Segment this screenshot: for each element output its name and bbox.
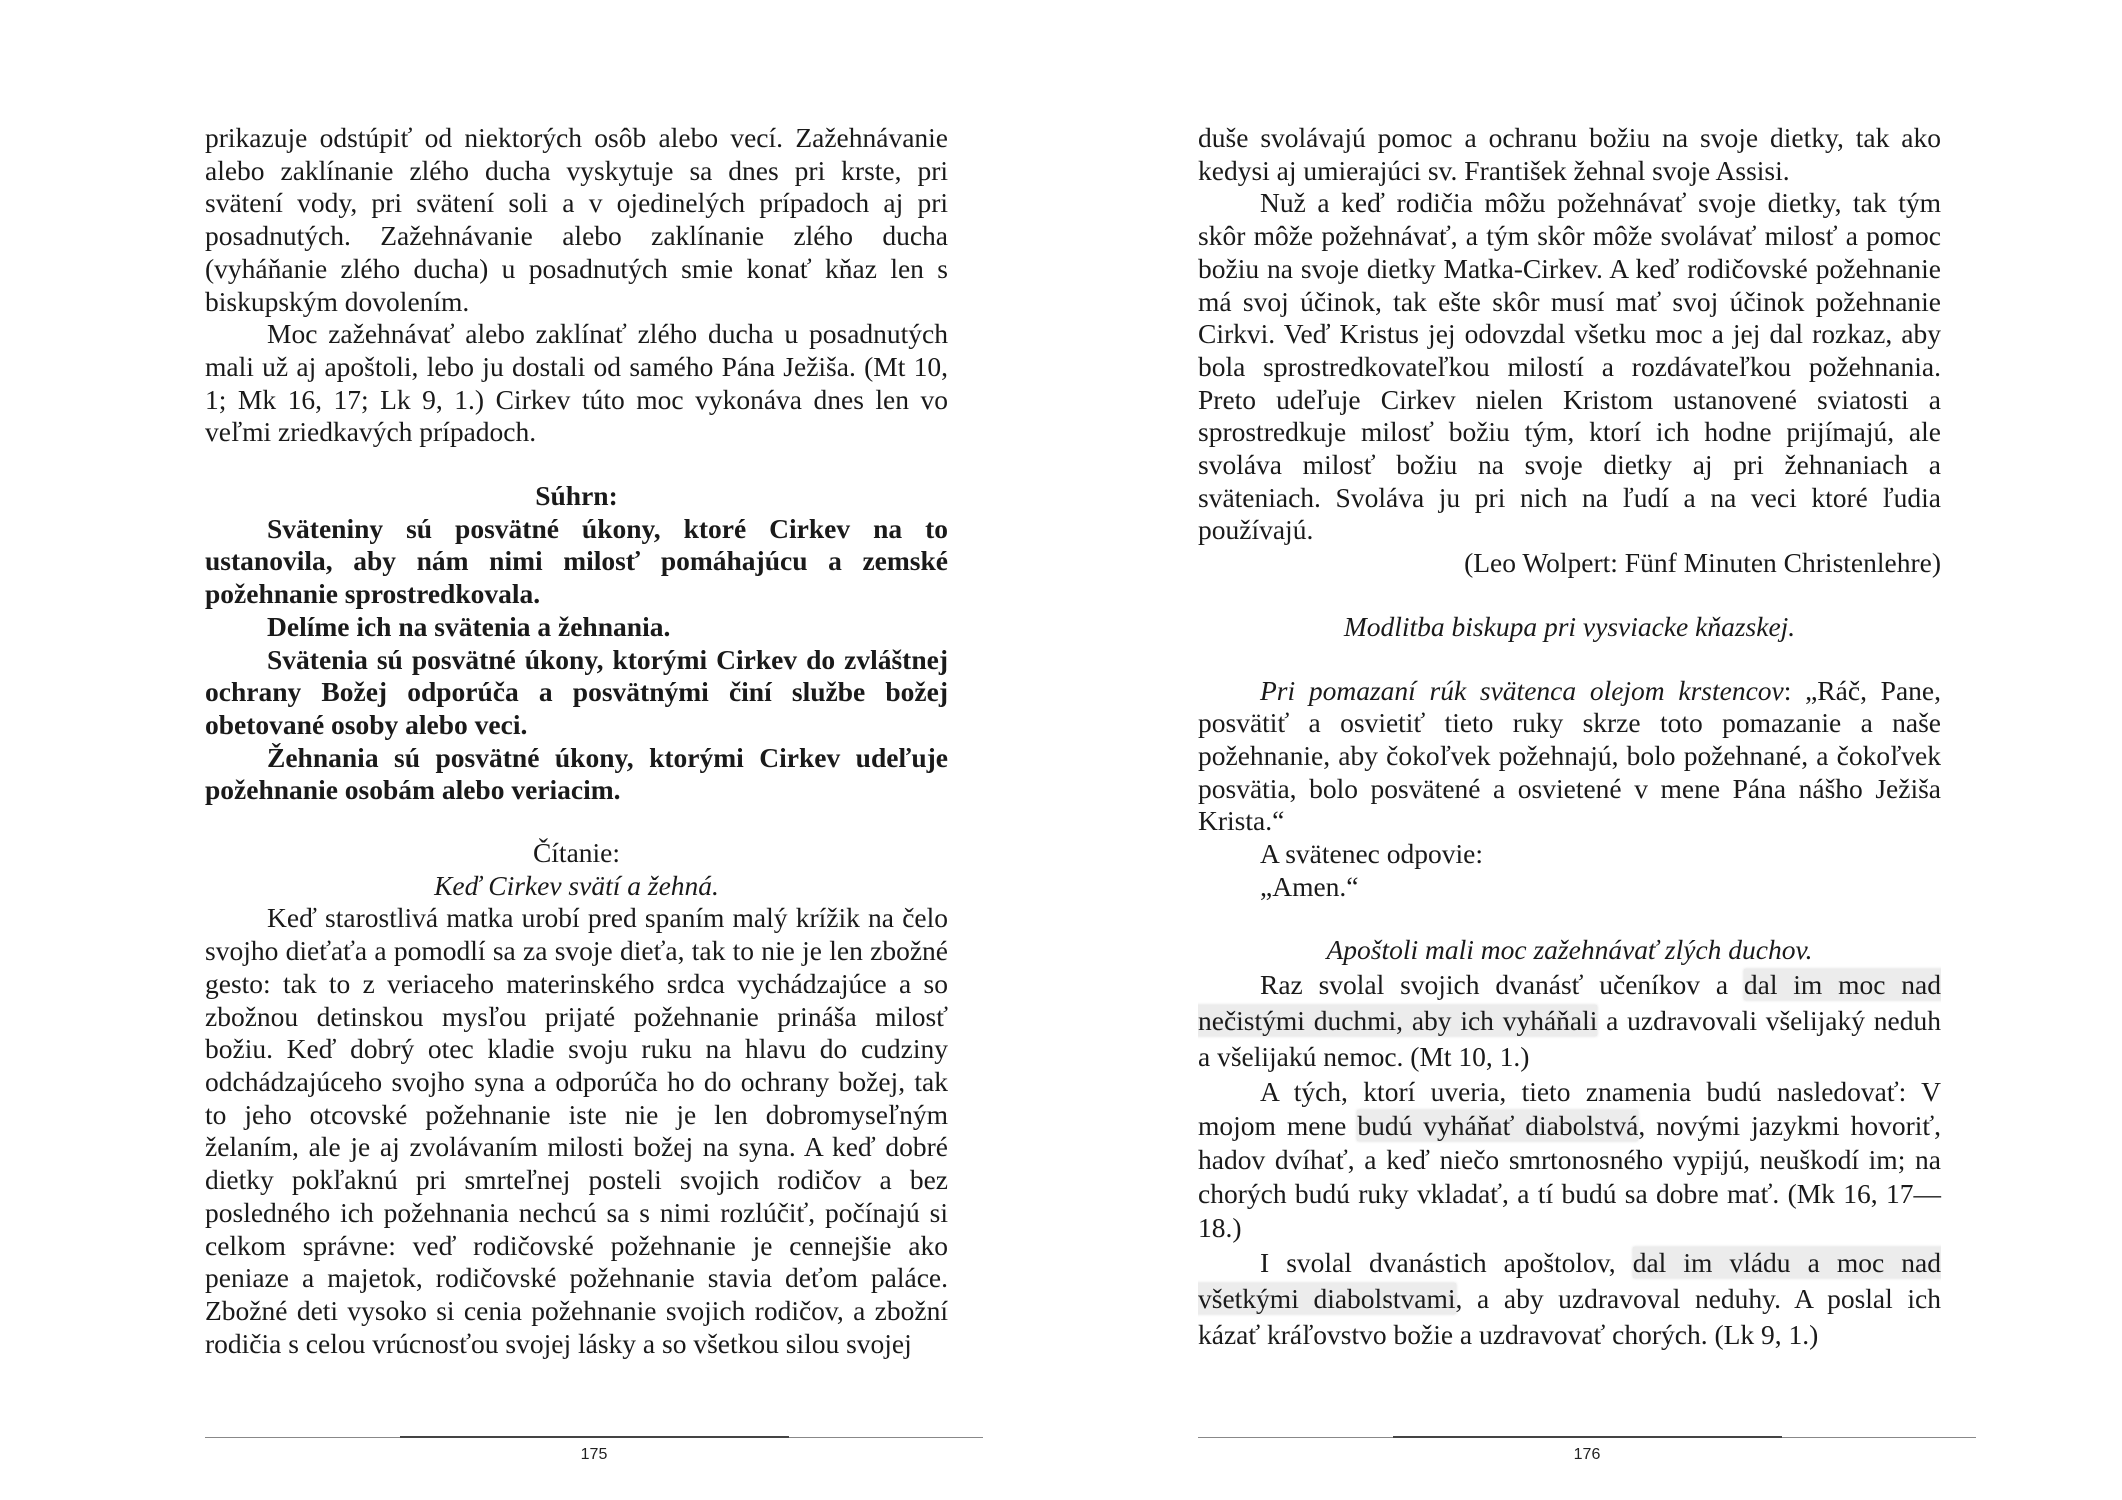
prayer-intro-text: : „Ráč, Pane, posvätiť a osvietiť tieto ruky skrze toto pomazanie a naše požehnanie, aby čokoľvek požehnajú, bolo požehnané, a čokoľvek posvätia, bolo posvätené a osvietené v mene Pána nášho Ježiša Krista.“ (1198, 674, 1941, 837)
prayer-response: „Amen.“ (1260, 870, 1359, 902)
apostles-paragraph (1198, 1245, 1941, 1353)
body-paragraph: Nuž a keď rodičia môžu požehnávať svoje dietky, tak tým skôr môže požehnávať, a tým skôr môže svolávať milosť a pomoc božiu na svoje dietky Matka-Cirkev. A keď rodičovské požehnanie má svoj účinok, tak ešte skôr musí mať svoj účinok požehnanie Cirkvi. Veď Kristus jej odovzdal všetku moc a jej dal rozkaz, aby bola sprostredkovateľkou milostí a rozdávateľkou požehnania. Preto udeľuje Cirkev nielen Kristom ustanovené sviatosti a sprostredkuje milosť božiu tým, ktorí ich hodne prijímajú, ale svoláva milosť božiu na svoje dietky aj pri žehnaniach a sväteniach. Svoláva ju pri nich na ľudí a na veci ktoré ľudia používajú. (1198, 187, 1941, 546)
footer-rule (205, 1437, 983, 1438)
apostles-paragraph (1198, 967, 1941, 1075)
summary-item: Svätenia sú posvätné úkony, ktorými Cirkev do zvláštnej ochrany Božej odporúča a posvätnými činí službe božej obetované osoby alebo veci. (205, 643, 948, 740)
right-page (1061, 0, 2122, 1500)
summary-heading: Súhrn: (535, 480, 618, 512)
text-span: a uzdravovali všelijaký neduh a všelijakú nemoc. (Mt 10, 1.) (1198, 1005, 1941, 1073)
prayer-title: Modlitba biskupa pri vysviacke kňazskej. (1343, 610, 1796, 642)
left-page-text-column (205, 122, 948, 1360)
body-paragraph: duše svolávajú pomoc a ochranu božiu na svoje dietky, tak ako kedysi aj umierajúci sv. František žehnal svoje Assisi. (1198, 122, 1941, 186)
reading-title: Keď Cirkev svätí a žehná. (434, 869, 719, 901)
prayer-response-intro: A svätenec odpovie: (1260, 838, 1483, 870)
body-paragraph: prikazuje odstúpiť od niektorých osôb alebo vecí. Zažehnávanie alebo zaklínanie zlého ducha vyskytuje sa dnes pri krste, pri svätení vody, pri svätení soli a v ojedinelých prípadoch aj pri posadnutých. Zažehnávanie alebo zaklínanie zlého ducha (vyháňanie zlého ducha) u posadnutých smie konať kňaz len s biskupským dovolením. (205, 122, 948, 317)
highlighted-text: budú vyháňať diabolstvá (1357, 1110, 1639, 1142)
prayer-section (1198, 611, 1941, 904)
text-span: I svolal dvanástich apoštolov, (1260, 1247, 1633, 1279)
apostles-title: Apoštoli mali moc zažehnávať zlých duchov. (1326, 934, 1813, 966)
body-paragraph: Moc zažehnávať alebo zaklínať zlého ducha u posadnutých mali už aj apoštoli, lebo ju dostali od samého Pána Ježiša. (Mt 10, 1; Mk 16, 17; Lk 9, 1.) Cirkev túto moc vykonáva dnes len vo veľmi zriedkavých prípadoch. (205, 318, 948, 448)
summary-item: Sväteniny sú posvätné úkony, ktoré Cirkev na to ustanovila, aby nám nimi milosť pomáhajúcu a zemské požehnanie sprostredkovala. (205, 512, 948, 610)
highlighted-text: dal im vládu a moc nad všetkými diabolstvami (1198, 1247, 1941, 1315)
highlighted-text: dal im moc nad nečistými duchmi, aby ich vyháňali (1198, 969, 1941, 1037)
text-span: A tých, ktorí uveria, tieto znamenia budú nasledovať: V mojom mene (1198, 1076, 1941, 1142)
reading-label: Čítanie: (532, 837, 621, 869)
page-number: 175 (580, 1446, 608, 1463)
source-citation: (Leo Wolpert: Fünf Minuten Christenlehre) (1464, 547, 1941, 579)
text-span: , novými jazykmi hovoriť, hadov dvíhať, a keď niečo smrtonosného vypijú, neuškodí im; na chorých budú ruky vkladať, a tí budú sa dobre mať. (Mk 16, 17—18.) (1198, 1110, 1941, 1244)
text-span: Raz svolal svojich dvanásť učeníkov a (1260, 969, 1744, 1001)
summary-item: Delíme ich na svätenia a žehnania. (267, 610, 671, 642)
reading-section (205, 837, 948, 1360)
summary-section (205, 480, 948, 807)
summary-item: Žehnania sú posvätné úkony, ktorými Cirkev udeľuje požehnanie osobám alebo veriacim. (205, 741, 948, 806)
prayer-text (1198, 675, 1941, 839)
right-page-text-column (1198, 122, 1941, 1353)
page-number: 176 (1573, 1446, 1601, 1463)
prayer-intro-italic: Pri pomazaní rúk svätenca olejom krstencov (1260, 674, 1784, 706)
apostles-paragraph (1198, 1075, 1941, 1245)
apostles-section (1198, 934, 1941, 1353)
footer-rule (1198, 1437, 1976, 1438)
text-span: , a aby uzdravoval neduhy. A poslal ich kázať kráľovstvo božie a uzdravovať chorých. (Lk 9, 1.) (1198, 1283, 1941, 1351)
reading-text: Keď starostlivá matka urobí pred spaním malý krížik na čelo svojho dieťaťa a pomodlí sa za svoje dieťa, tak to nie je len zbožné gesto: tak to z veriaceho materinského srdca vychádzajúce a so zbožnou detinskou mysľou prijaté požehnanie prináša milosť božiu. Keď dobrý otec kladie svoju ruku na hlavu do cudziny odchádzajúceho svojho syna a odporúča ho do ochrany božej, tak to jeho otcovské požehnanie iste nie je len dobromyseľným želaním, ale je aj zvolávaním milosti božej na syna. A keď dobré dietky pokľaknú pri smrteľnej posteli svojich rodičov a bez posledného ich požehnania nechcú sa s nimi rozlúčiť, počínajú si celkom správne: veď rodičovské požehnanie je cennejšie ako peniaze a majetok, rodičovské požehnanie stavia deťom paláce. Zbožné deti vysoko si cenia požehnanie svojich rodičov, a zbožní rodičia s celou vrúcnosťou svojej lásky a so všetkou silou svojej (205, 902, 948, 1359)
